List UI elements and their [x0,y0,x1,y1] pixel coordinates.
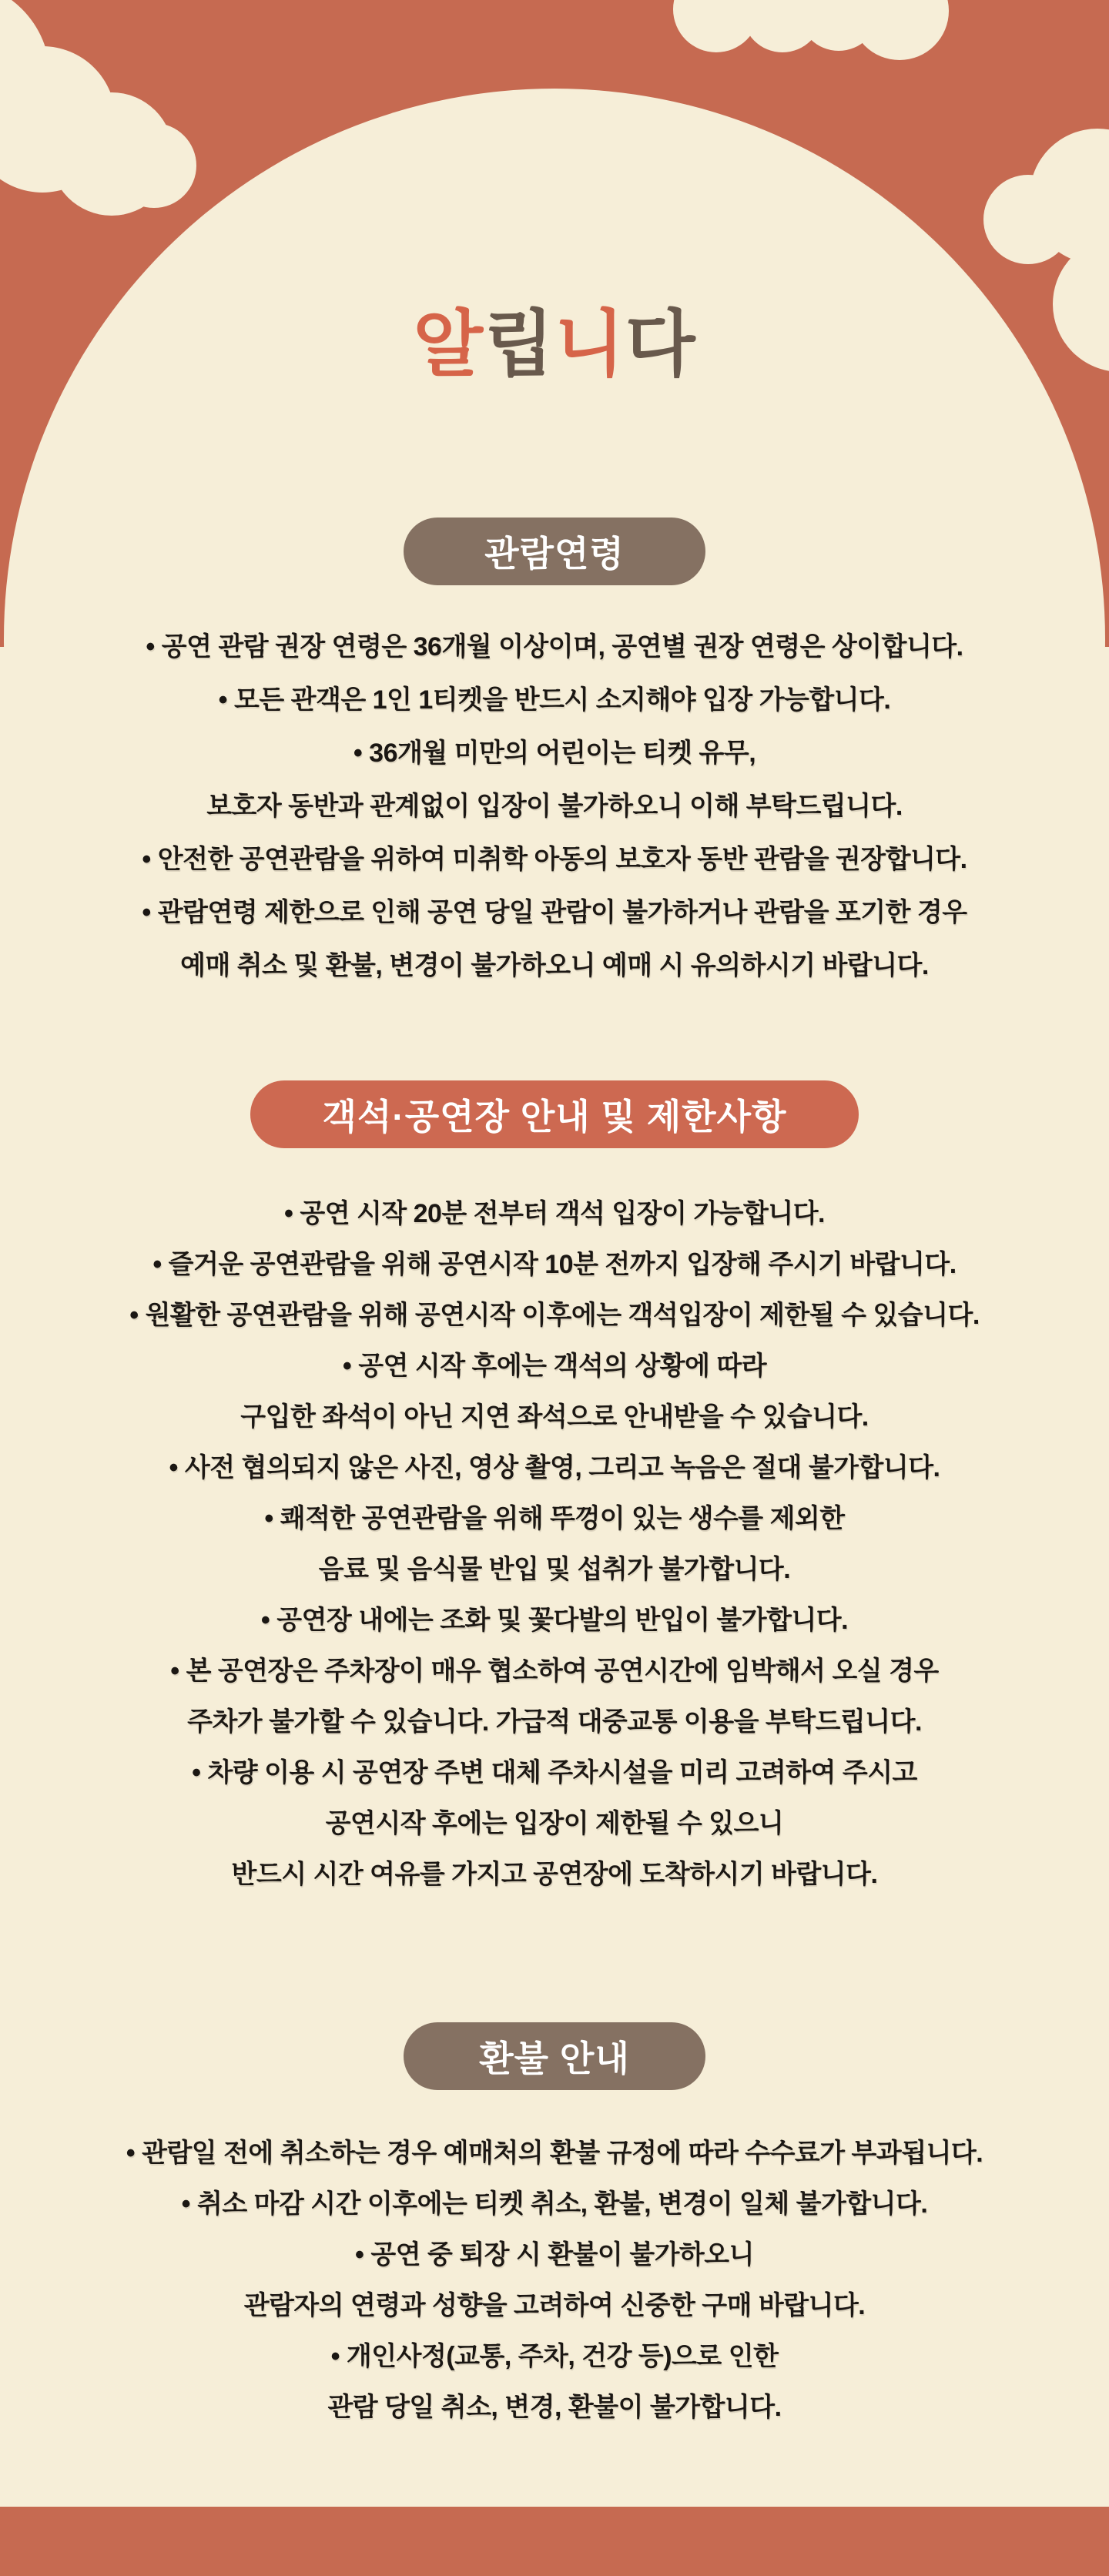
section-refund-guide [0,2125,1109,2430]
section-badge-refund-guide: 환불 안내 [404,2022,705,2090]
section-venue-guide [0,1185,1109,1897]
notice-line: • 쾌적한 공연관람을 위해 뚜껑이 있는 생수를 제외한 [264,1503,845,1533]
notice-line: • 공연 시작 후에는 객석의 상황에 따라 [342,1351,767,1381]
title-syllable: 다 [625,303,696,384]
notice-line: • 관람일 전에 취소하는 경우 예매처의 환불 규정에 따라 수수료가 부과됩니다. [126,2138,983,2168]
title-syllable: 립 [484,303,554,384]
notice-line: 공연시작 후에는 입장이 제한될 수 있으니 [325,1808,784,1838]
notice-line: 보호자 동반과 관계없이 입장이 불가하오니 이해 부탁드립니다. [206,792,903,821]
notice-line: • 공연장 내에는 조화 및 꽃다발의 반입이 불가합니다. [260,1605,849,1635]
notice-line: 관람 당일 취소, 변경, 환불이 불가합니다. [327,2392,782,2422]
notice-line: • 관람연령 제한으로 인해 공연 당일 관람이 불가하거나 관람을 포기한 경우 [142,898,967,927]
notice-line: 관람자의 연령과 성향을 고려하여 신중한 구매 바랍니다. [243,2290,866,2320]
notice-line: • 본 공연장은 주차장이 매우 협소하여 공연시간에 임박해서 오실 경우 [170,1656,939,1686]
notice-line: • 즐거운 공연관람을 위해 공연시작 10분 전까지 입장해 주시기 바랍니다. [152,1249,957,1279]
title-syllable: 알 [413,303,484,384]
notice-line: 음료 및 음식물 반입 및 섭취가 불가합니다. [318,1554,791,1584]
notice-line: • 안전한 공연관람을 위하여 미취학 아동의 보호자 동반 관람을 권장합니다. [142,845,967,874]
page-title [0,303,1109,384]
notice-line: 반드시 시간 여유를 가지고 공연장에 도착하시기 바랍니다. [231,1859,878,1889]
notice-line: 예매 취소 및 환불, 변경이 불가하오니 예매 시 유의하시기 바랍니다. [180,951,929,980]
section-badge-venue-guide: 객석·공연장 안내 및 제한사항 [250,1080,859,1148]
section-viewing-age [0,618,1109,990]
title-syllable: 니 [554,303,625,384]
notice-line: • 개인사정(교통, 주차, 건강 등)으로 인한 [330,2341,779,2371]
notice-line: • 사전 협의되지 않은 사진, 영상 촬영, 그리고 녹음은 절대 불가합니다. [169,1452,940,1482]
cloud-top-center-icon [673,0,949,60]
notice-line: • 공연 중 퇴장 시 환불이 불가하오니 [355,2239,754,2269]
cloud-top-left-icon [0,0,196,216]
notice-line: • 공연 시작 20분 전부터 객석 입장이 가능합니다. [284,1198,825,1228]
notice-line: • 36개월 미만의 어린이는 티켓 유무, [353,739,756,768]
notice-line: • 차량 이용 시 공연장 주변 대체 주차시설을 미리 고려하여 주시고 [192,1757,917,1787]
notice-line: 구입한 좌석이 아닌 지연 좌석으로 안내받을 수 있습니다. [240,1402,869,1432]
notice-line: • 원활한 공연관람을 위해 공연시작 이후에는 객석입장이 제한될 수 있습니다. [129,1300,980,1330]
footer-bar [0,2507,1109,2576]
notice-line: 주차가 불가할 수 있습니다. 가급적 대중교통 이용을 부탁드립니다. [187,1707,922,1737]
notice-line: • 모든 관객은 1인 1티켓을 반드시 소지해야 입장 가능합니다. [218,685,891,715]
notice-line: • 취소 마감 시간 이후에는 티켓 취소, 환불, 변경이 일체 불가합니다. [181,2189,928,2219]
section-badge-viewing-age: 관람연령 [404,518,705,585]
notice-line: • 공연 관람 권장 연령은 36개월 이상이며, 공연별 권장 연령은 상이합니다. [146,632,963,662]
